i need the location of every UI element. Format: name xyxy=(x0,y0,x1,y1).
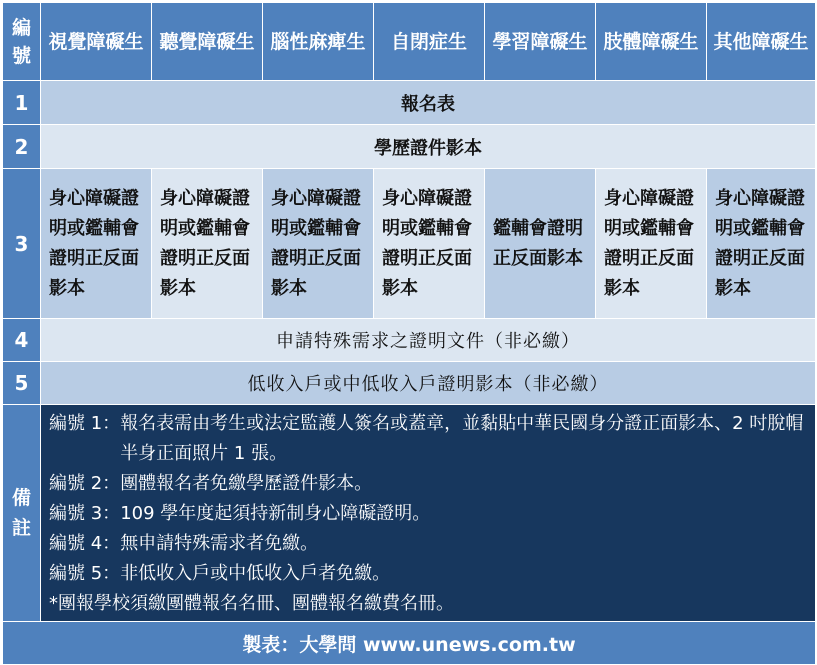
table-row xyxy=(3,81,816,125)
row-number: 2 xyxy=(3,125,41,169)
table-row xyxy=(3,169,816,319)
header-row xyxy=(3,3,816,81)
cert-cell-physical: 身心障礙證明或鑑輔會證明正反面影本 xyxy=(596,169,707,319)
document-table xyxy=(2,2,816,665)
notes-content xyxy=(41,405,816,622)
notes-label: 備註 xyxy=(3,405,41,622)
row-item-text: 學歷證件影本 xyxy=(41,125,816,169)
header-col-hearing: 聽覺障礙生 xyxy=(152,3,263,81)
table-row xyxy=(3,125,816,169)
header-col-learning: 學習障礙生 xyxy=(485,3,596,81)
table-row xyxy=(3,319,816,362)
row-item-text: 報名表 xyxy=(41,81,816,125)
note-item: 編號 3： 109 學年度起須持新制身心障礙證明。 xyxy=(49,503,431,524)
row-item-text: 申請特殊需求之證明文件（非必繳） xyxy=(41,319,816,362)
header-corner: 編號 xyxy=(3,3,41,81)
row-number: 1 xyxy=(3,81,41,125)
header-col-visual: 視覺障礙生 xyxy=(41,3,152,81)
cert-cell-visual: 身心障礙證明或鑑輔會證明正反面影本 xyxy=(41,169,152,319)
note-item: 編號 4： 無申請特殊需求者免繳。 xyxy=(49,533,319,554)
cert-cell-hearing: 身心障礙證明或鑑輔會證明正反面影本 xyxy=(152,169,263,319)
row-number: 4 xyxy=(3,319,41,362)
table-row xyxy=(3,362,816,405)
row-item-text: 低收入戶或中低收入戶證明影本（非必繳） xyxy=(41,362,816,405)
row-number: 5 xyxy=(3,362,41,405)
cert-cell-cerebral: 身心障礙證明或鑑輔會證明正反面影本 xyxy=(263,169,374,319)
footer-credit: 製表：大學問 www.unews.com.tw xyxy=(3,622,816,665)
note-item: 編號 2： 團體報名者免繳學歷證件影本。 xyxy=(49,473,373,494)
row-number: 3 xyxy=(3,169,41,319)
cert-cell-autism: 身心障礙證明或鑑輔會證明正反面影本 xyxy=(374,169,485,319)
note-item: *團報學校須繳團體報名名冊、團體報名繳費名冊。 xyxy=(49,593,454,614)
header-col-other: 其他障礙生 xyxy=(707,3,816,81)
header-col-autism: 自閉症生 xyxy=(374,3,485,81)
note-item: 編號 5： 非低收入戶或中低收入戶者免繳。 xyxy=(49,563,391,584)
header-col-physical: 肢體障礙生 xyxy=(596,3,707,81)
header-col-cerebral: 腦性麻痺生 xyxy=(263,3,374,81)
notes-row xyxy=(3,405,816,622)
cert-cell-learning: 鑑輔會證明正反面影本 xyxy=(485,169,596,319)
footer-row xyxy=(3,622,816,665)
note-item: 編號 1： 報名表需由考生或法定監護人簽名或蓋章，並黏貼中華民國身分證正面影本、2 吋脫帽半身正面照片 1 張。 xyxy=(49,413,804,464)
cert-cell-other: 身心障礙證明或鑑輔會證明正反面影本 xyxy=(707,169,816,319)
